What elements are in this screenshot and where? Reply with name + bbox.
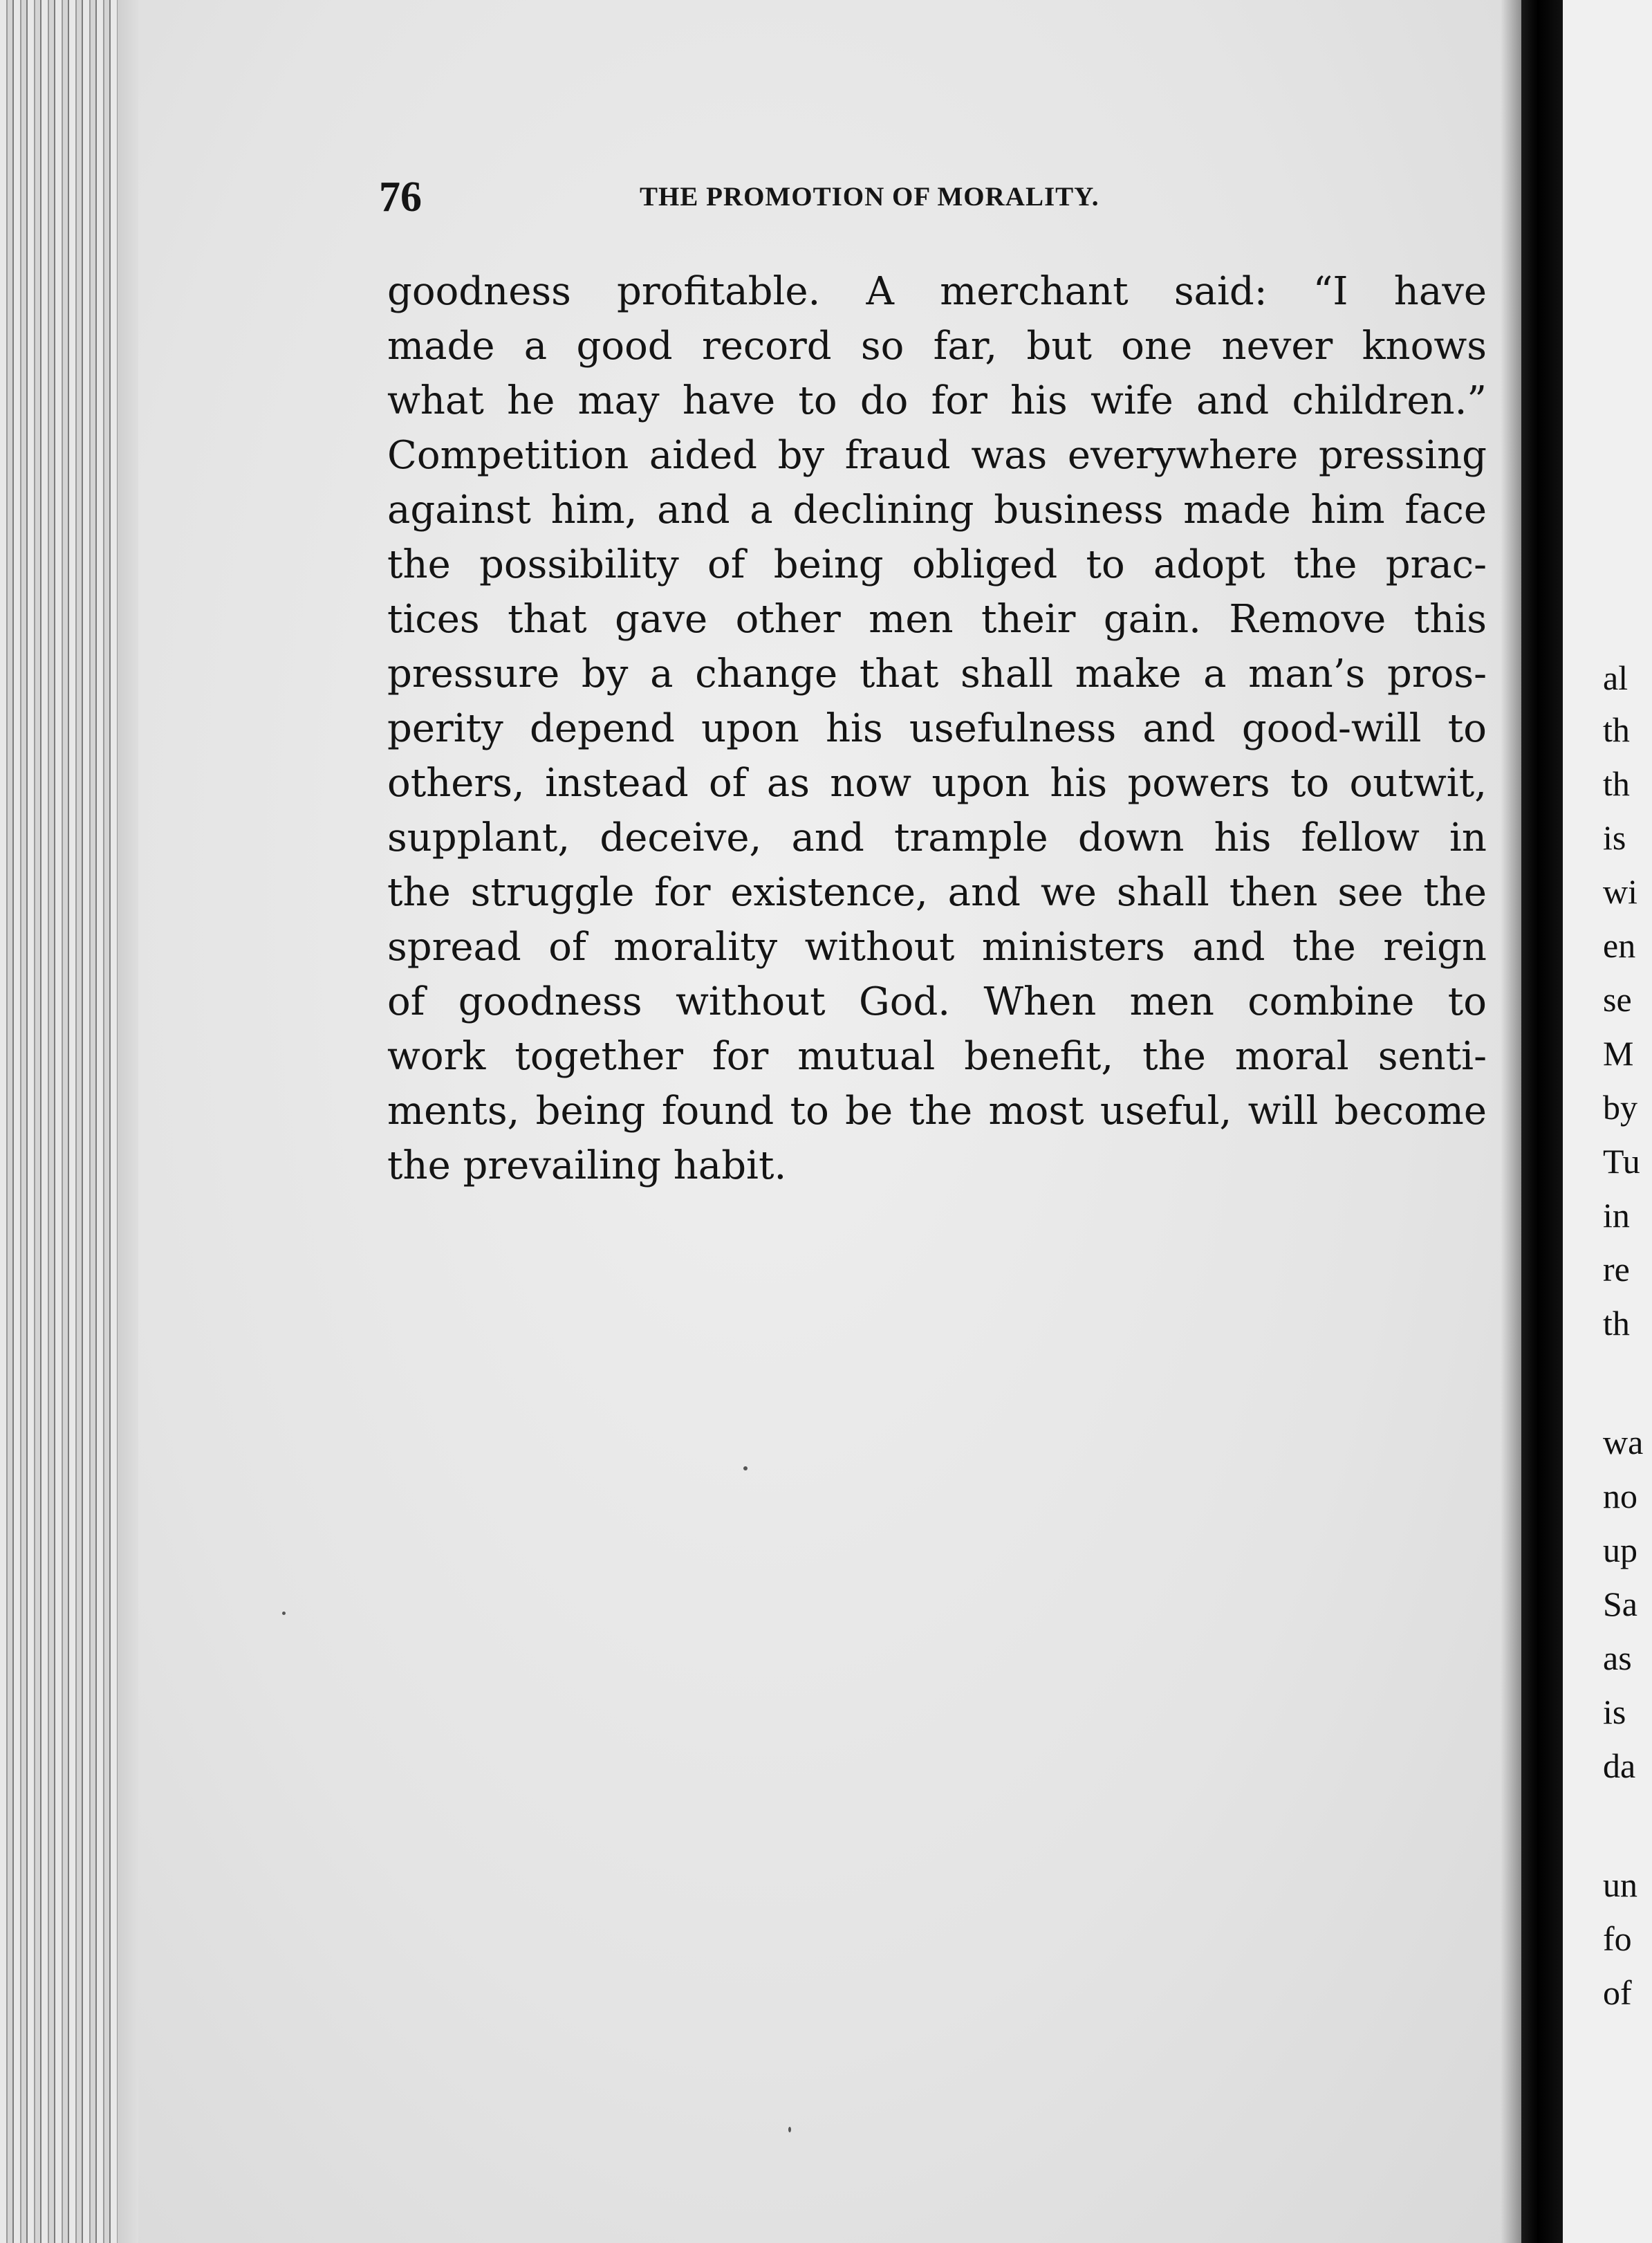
facing-fragment: se [1603, 980, 1632, 1019]
text-line: goodness profitable. A merchant said: “I have [387, 269, 1487, 314]
facing-fragment: th [1603, 764, 1630, 803]
facing-fragment: in [1603, 1196, 1630, 1235]
page-edges [0, 0, 138, 2243]
text-line: pressure by a change that shall make a man’s pros- [387, 652, 1487, 696]
text-line: against him, and a declining business made him face [387, 488, 1487, 533]
facing-fragment: of [1603, 1973, 1632, 2012]
text-line: what he may have to do for his wife and children.” [387, 378, 1487, 423]
text-line: the struggle for existence, and we shall then see the [387, 870, 1487, 915]
facing-fragment: M [1603, 1034, 1634, 1073]
facing-fragment: by [1603, 1088, 1637, 1127]
facing-fragment: un [1603, 1865, 1637, 1904]
facing-fragment: is [1603, 1692, 1626, 1731]
page-number: 76 [379, 174, 422, 221]
paper-speck [788, 2127, 791, 2132]
paper-speck [282, 1612, 286, 1615]
facing-fragment: en [1603, 926, 1636, 965]
text-line: work together for mutual benefit, the moral senti- [387, 1034, 1487, 1079]
text-line: the possibility of being obliged to adopt the prac- [387, 542, 1487, 587]
facing-fragment: wa [1603, 1423, 1644, 1461]
text-line: made a good record so far, but one never knows [387, 324, 1487, 369]
running-head: THE PROMOTION OF MORALITY. [640, 182, 1099, 212]
facing-fragment: Tu [1603, 1142, 1640, 1181]
text-line: of goodness without God. When men combine to [387, 979, 1487, 1024]
text-line: others, instead of as now upon his powers to outwit, [387, 761, 1487, 806]
facing-fragment: no [1603, 1477, 1637, 1515]
text-line: ments, being found to be the most useful, will become [387, 1089, 1487, 1134]
text-line: the prevailing habit. [387, 1143, 787, 1188]
facing-fragment: re [1603, 1250, 1630, 1289]
gutter-shadow [1501, 0, 1521, 2243]
text-line: tices that gave other men their gain. Remove this [387, 597, 1487, 642]
facing-fragment: wi [1603, 872, 1637, 911]
text-line: supplant, deceive, and trample down his fellow in [387, 815, 1487, 860]
facing-page [1563, 0, 1652, 2243]
book-gutter [1521, 0, 1563, 2243]
facing-fragment: Sa [1603, 1585, 1637, 1623]
facing-fragment: is [1603, 818, 1626, 857]
paper-speck [743, 1466, 748, 1470]
text-line: Competition aided by fraud was everywhere pressing [387, 433, 1487, 478]
facing-fragment: fo [1603, 1919, 1632, 1958]
facing-fragment: th [1603, 1304, 1630, 1342]
text-line: perity depend upon his usefulness and good-will to [387, 706, 1487, 751]
facing-fragment: as [1603, 1639, 1632, 1677]
text-line: spread of morality without ministers and the reign [387, 925, 1487, 970]
facing-fragment: up [1603, 1531, 1637, 1569]
facing-fragment: th [1603, 710, 1630, 749]
facing-fragment: da [1603, 1746, 1636, 1785]
body-text [387, 264, 1487, 1193]
facing-fragment: al [1603, 658, 1628, 697]
